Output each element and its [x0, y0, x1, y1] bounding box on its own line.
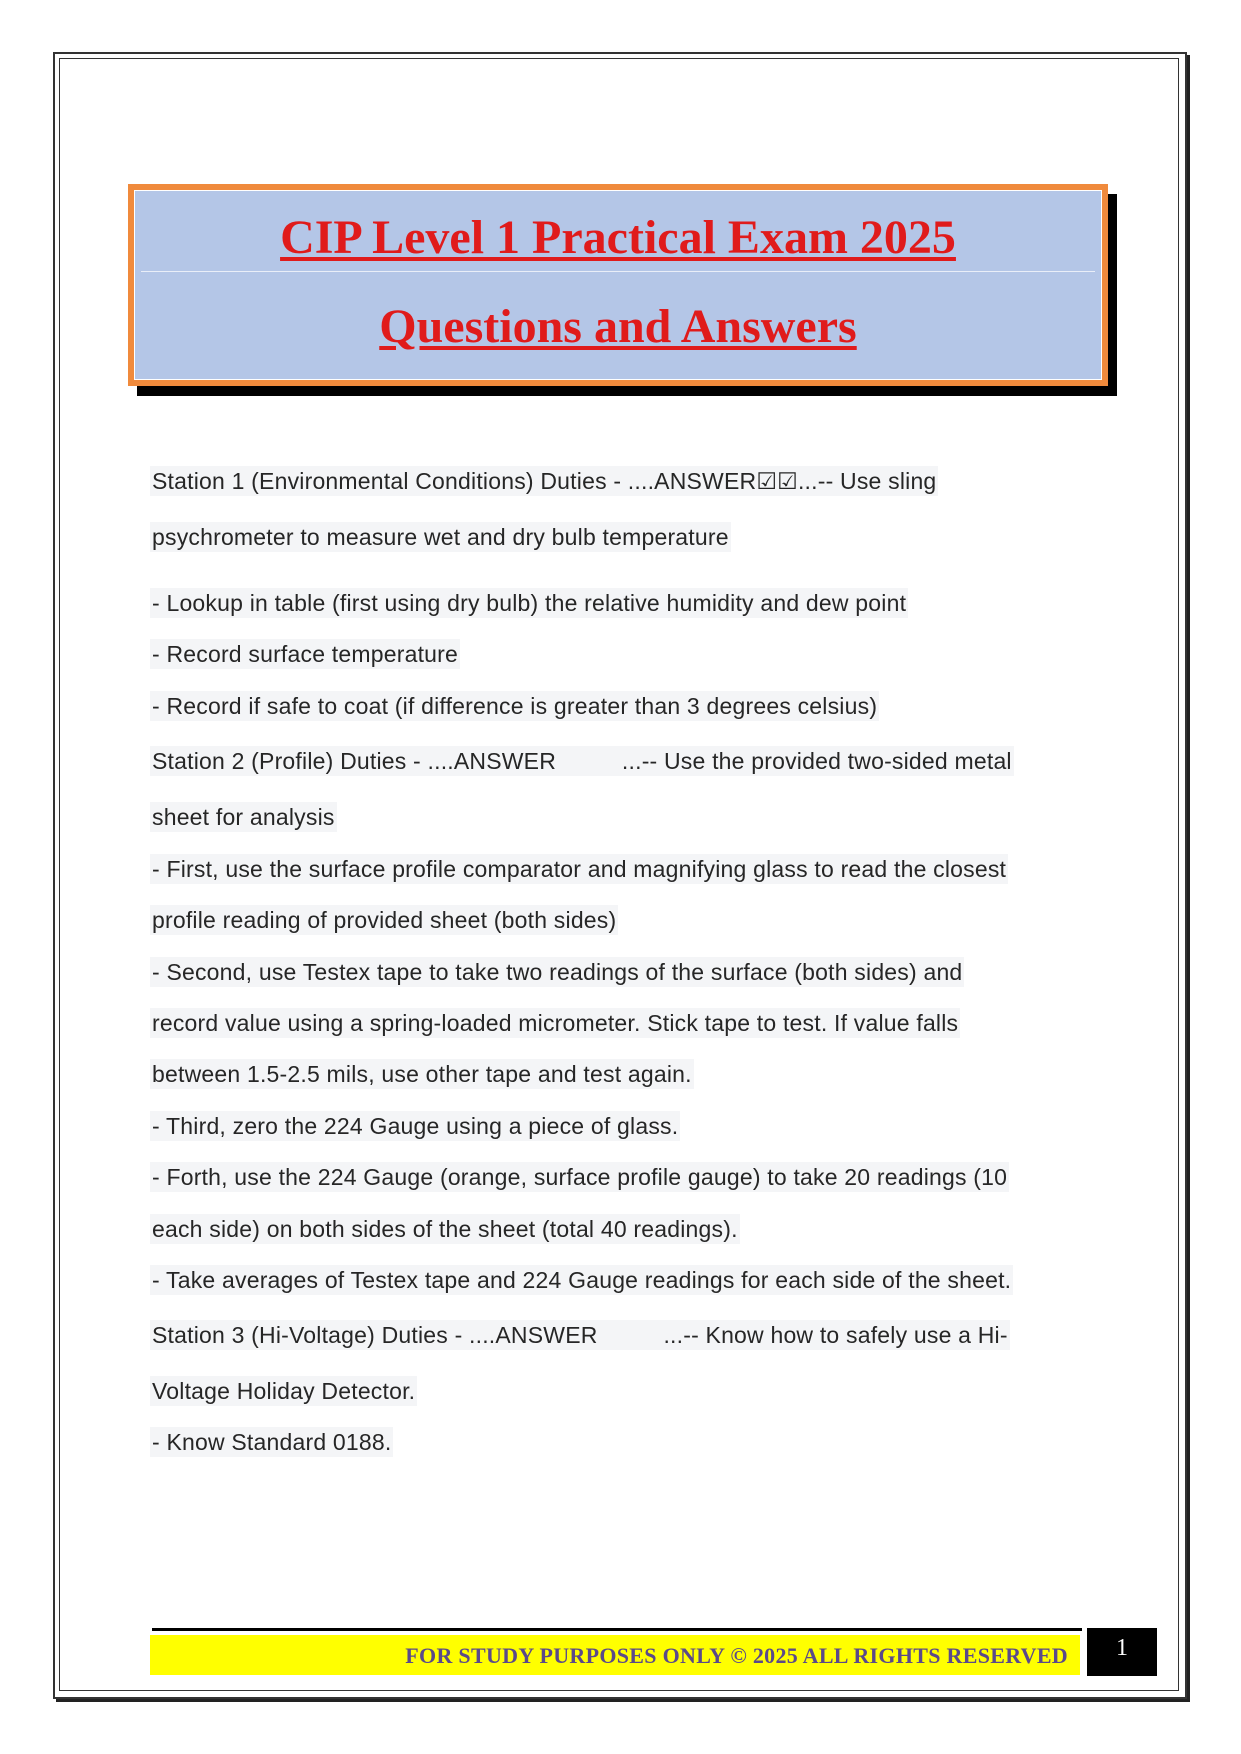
- footer-rule: [152, 1628, 1082, 1631]
- body-line: Voltage Holiday Detector.: [152, 1378, 416, 1404]
- body-line: - Record surface temperature: [152, 641, 459, 667]
- body-line: Station 3 (Hi-Voltage) Duties - ....ANSWER ...-- Know how to safely use a Hi-: [152, 1322, 1008, 1348]
- title-box: [128, 184, 1108, 386]
- body-line: - Record if safe to coat (if difference is greater than 3 degrees celsius): [152, 693, 878, 719]
- body-line: - Know Standard 0188.: [152, 1429, 392, 1455]
- body-line: psychrometer to measure wet and dry bulb temperature: [152, 524, 729, 550]
- body-line: sheet for analysis: [152, 804, 335, 830]
- body-line: between 1.5-2.5 mils, use other tape and test again.: [152, 1061, 692, 1087]
- body-line: each side) on both sides of the sheet (total 40 readings).: [152, 1216, 738, 1242]
- body-line: - Third, zero the 224 Gauge using a piece of glass.: [152, 1113, 679, 1139]
- title-separator: [141, 271, 1095, 272]
- body-line: - Lookup in table (first using dry bulb) the relative humidity and dew point: [152, 590, 907, 616]
- body-line: - Forth, use the 224 Gauge (orange, surface profile gauge) to take 20 readings (10: [152, 1164, 1008, 1190]
- document-title: CIP Level 1 Practical Exam 2025: [280, 211, 956, 264]
- body-line: - First, use the surface profile comparator and magnifying glass to read the closest: [152, 856, 1007, 882]
- page-number: 1: [1087, 1628, 1157, 1676]
- body-line: Station 2 (Profile) Duties - ....ANSWER ...-- Use the provided two-sided metal: [152, 748, 1012, 774]
- title-panel: [134, 190, 1102, 380]
- body-line: Station 1 (Environmental Conditions) Duties - ....ANSWER☑☑...-- Use sling: [152, 468, 937, 494]
- body-line: profile reading of provided sheet (both sides): [152, 907, 617, 933]
- footer-text: FOR STUDY PURPOSES ONLY © 2025 ALL RIGHTS RESERVED: [405, 1643, 1068, 1668]
- body-line: record value using a spring-loaded micrometer. Stick tape to test. If value falls: [152, 1010, 959, 1036]
- footer-bar: [150, 1635, 1080, 1675]
- document-subtitle: Questions and Answers: [379, 300, 857, 353]
- body-line: - Second, use Testex tape to take two readings of the surface (both sides) and: [152, 959, 963, 985]
- body-line: - Take averages of Testex tape and 224 Gauge readings for each side of the sheet.: [152, 1267, 1012, 1293]
